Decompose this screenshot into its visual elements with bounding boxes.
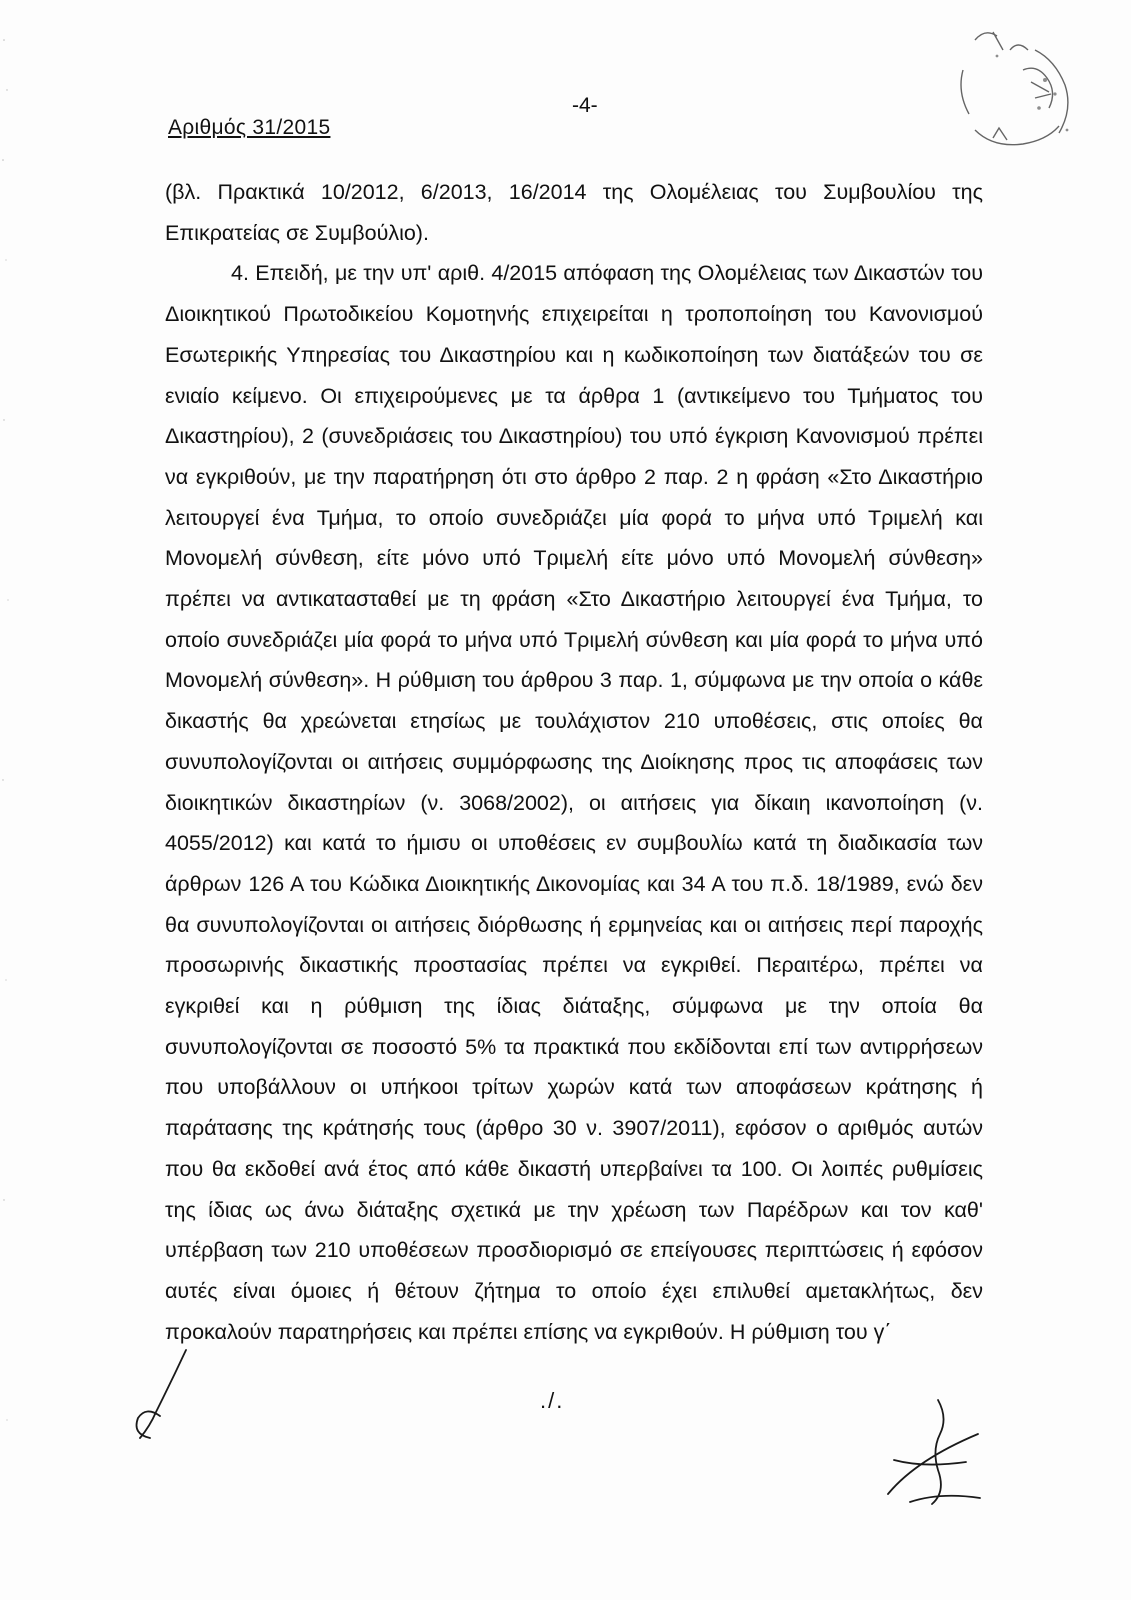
handwritten-signature-right <box>880 1398 990 1508</box>
body-paragraph-2: 4. Επειδή, με την υπ' αριθ. 4/2015 απόφαση της Ολομέλειας των Δικαστών του Διοικητικού Πρωτοδικείου Κομοτηνής επιχειρείται η τροποποίηση του Κανονισμού Εσωτερικής Υπηρεσίας του Δικαστηρίου και η κωδικοποίηση των διατάξεών του σε ενιαίο κείμενο. Οι επιχειρούμενες με τα άρθρα 1 (αντικείμενο του Τμήματος του Δικαστηρίου), 2 (συνεδριάσεις του Δικαστηρίου) του υπό έγκριση Κανονισμού πρέπει να εγκριθούν, με την παρατήρηση ότι στο άρθρο 2 παρ. 2 η φράση «Στο Δικαστήριο λειτουργεί ένα Τμήμα, το οποίο συνεδριάζει μία φορά το μήνα υπό Τριμελή και Μονομελή σύνθεση, είτε μόνο υπό Τριμελή είτε μόνο υπό Μονομελή σύνθεση» πρέπει να αντικατασταθεί με τη φράση «Στο Δικαστήριο λειτουργεί ένα Τμήμα, το οποίο συνεδριάζει μία φορά το μήνα υπό Τριμελή σύνθεση και μία φορά το μήνα υπό Μονομελή σύνθεση». Η ρύθμιση του άρθρου 3 παρ. 1, σύμφωνα με την οποία ο κάθε δικαστής θα χρεώνεται ετησίως με τουλάχιστον 210 υποθέσεις, στις οποίες θα συνυπολογίζονται οι αιτήσεις συμμόρφωσης της Διοίκησης προς τις αποφάσεις των διοικητικών δικαστηρίων (ν. 3068/2002), οι αιτήσεις για δίκαιη ικανοποίηση (ν. 4055/2012) και κατά το ήμισυ οι υποθέσεις εν συμβουλίω κατά τη διαδικασία των άρθρων 126 Α του Κώδικα Διοικητικής Δικονομίας και 34 Α του π.δ. 18/1989, ενώ δεν θα συνυπολογίζονται οι αιτήσεις διόρθωσης ή ερμηνείας και οι αιτήσεις περί παροχής προσωρινής δικαστικής προστασίας πρέπει να εγκριθεί. Περαιτέρω, πρέπει να εγκριθεί και η ρύθμιση της ίδιας διάταξης, σύμφωνα με την οποία θα συνυπολογίζονται σε ποσοστό 5% τα πρακτικά που εκδίδονται επί των αντιρρήσεων που υποβάλλουν οι υπήκοοι τρίτων χωρών κατά των αποφάσεων κράτησης ή παράτασης της κράτησής τους (άρθρο 30 ν. 3907/2011), εφόσον ο αριθμός αυτών που θα εκδοθεί ανά έτος από κάθε δικαστή υπερβαίνει τα 100. Οι λοιπές ρυθμίσεις της ίδιας ως άνω διάταξης σχετικά με την χρέωση των Παρέδρων και τον καθ' υπέρβαση των 210 υποθέσεων προσδιορισμό σε επείγουσες περιπτώσεις ή εφόσον αυτές είναι όμοιες ή θέτουν ζήτημα το οποίο έχει επιλυθεί αμετακλήτως, δεν προκαλούν παρατηρήσεις και πρέπει επίσης να εγκριθούν. Η ρύθμιση του γ΄ <box>165 261 983 1344</box>
scan-edge-noise <box>0 0 14 1600</box>
page-number: -4- <box>572 94 598 117</box>
document-reference-number: Αριθμός 31/2015 <box>168 116 331 139</box>
document-body <box>165 172 983 1352</box>
body-paragraph-1: (βλ. Πρακτικά 10/2012, 6/2013, 16/2014 της Ολομέλειας του Συμβουλίου της Επικρατείας σε Συμβούλιο). <box>165 180 983 245</box>
official-seal-stamp <box>935 10 1105 180</box>
continuation-mark: ./. <box>540 1388 565 1413</box>
handwritten-signature-left <box>128 1348 208 1448</box>
